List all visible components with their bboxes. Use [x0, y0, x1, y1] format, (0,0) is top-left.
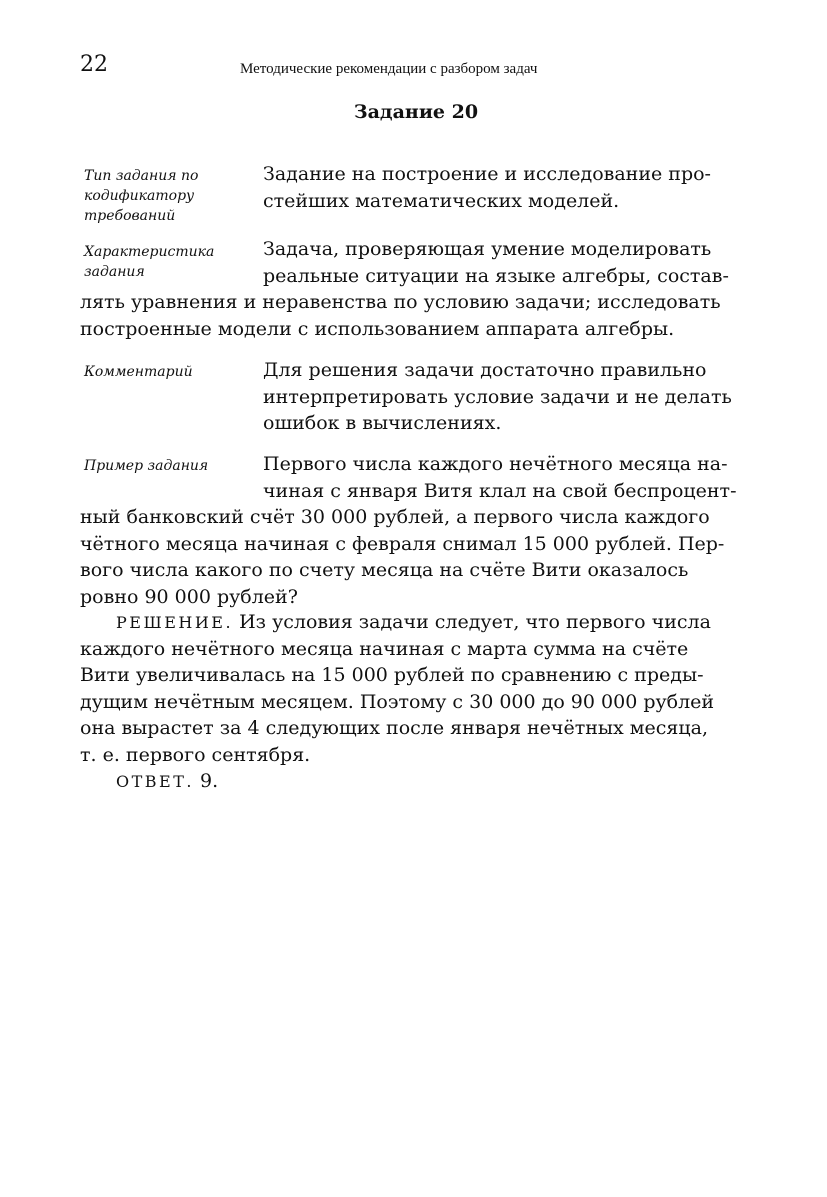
characteristic-text-full — [80, 289, 721, 342]
text-line: построенные модели с использованием аппарата алгебры. — [80, 317, 675, 340]
text-line: ный банковский счёт 30 000 рублей, а первого числа каждого — [80, 506, 710, 528]
answer-line — [116, 768, 218, 796]
label-example — [84, 456, 254, 476]
example-text-indented — [263, 451, 737, 504]
page-number: 22 — [80, 52, 108, 77]
text-line: Задача, проверяющая умение моделировать — [263, 238, 712, 260]
text-line: чиная с января Витя клал на свой беспроцент- — [263, 479, 737, 502]
text-line: стейших математических моделей. — [263, 189, 620, 212]
text-line: ошибок в вычислениях. — [263, 412, 502, 434]
label-characteristic — [84, 242, 254, 282]
answer-value: 9. — [193, 770, 219, 792]
running-title: Методические рекомендации с разбором задач — [240, 61, 538, 77]
solution-first-line — [116, 609, 711, 637]
label-line: задания — [84, 264, 145, 280]
label-line: требований — [84, 208, 176, 224]
task-title: Задание 20 — [353, 101, 479, 123]
text-line: лять уравнения и неравенства по условию задачи; исследовать — [80, 291, 721, 313]
text-line: Для решения задачи достаточно правильно — [263, 359, 707, 381]
text-line: ровно 90 000 рублей? — [80, 585, 298, 608]
text-line: реальные ситуации на языке алгебры, состав- — [263, 264, 729, 287]
text-line: Первого числа каждого нечётного месяца на- — [263, 453, 728, 475]
text-line: Вити увеличивалась на 15 000 рублей по сравнению с преды- — [80, 664, 704, 686]
task-type-text — [263, 161, 711, 214]
solution-label: РЕШЕНИЕ. — [116, 613, 234, 632]
answer-label: ОТВЕТ. — [116, 772, 194, 791]
label-line: Характеристика — [84, 244, 215, 260]
text-line: Задание на построение и исследование про- — [263, 163, 711, 185]
example-text-full — [80, 504, 724, 610]
text-line: т. е. первого сентября. — [80, 743, 311, 766]
label-task-type — [84, 166, 254, 226]
solution-first-line-text: Из условия задачи следует, что первого числа — [233, 611, 711, 633]
label-line: кодификатору — [84, 188, 195, 204]
comment-text — [263, 357, 732, 437]
label-line: Пример задания — [84, 458, 209, 474]
text-line: дущим нечётным месяцем. Поэтому с 30 000 до 90 000 рублей — [80, 690, 715, 713]
label-comment — [84, 362, 254, 382]
text-line: вого числа какого по счету месяца на счёте Вити оказалось — [80, 559, 689, 581]
characteristic-text-indented — [263, 236, 729, 289]
label-line: Тип задания по — [84, 168, 199, 184]
text-line: интерпретировать условие задачи и не делать — [263, 385, 732, 408]
text-line: чётного месяца начиная с февраля снимал 15 000 рублей. Пер- — [80, 532, 725, 555]
text-line: каждого нечётного месяца начиная с марта сумма на счёте — [80, 637, 689, 660]
solution-text — [80, 636, 714, 769]
text-line: она вырастет за 4 следующих после января нечётных месяца, — [80, 717, 709, 739]
label-line: Комментарий — [84, 364, 193, 380]
